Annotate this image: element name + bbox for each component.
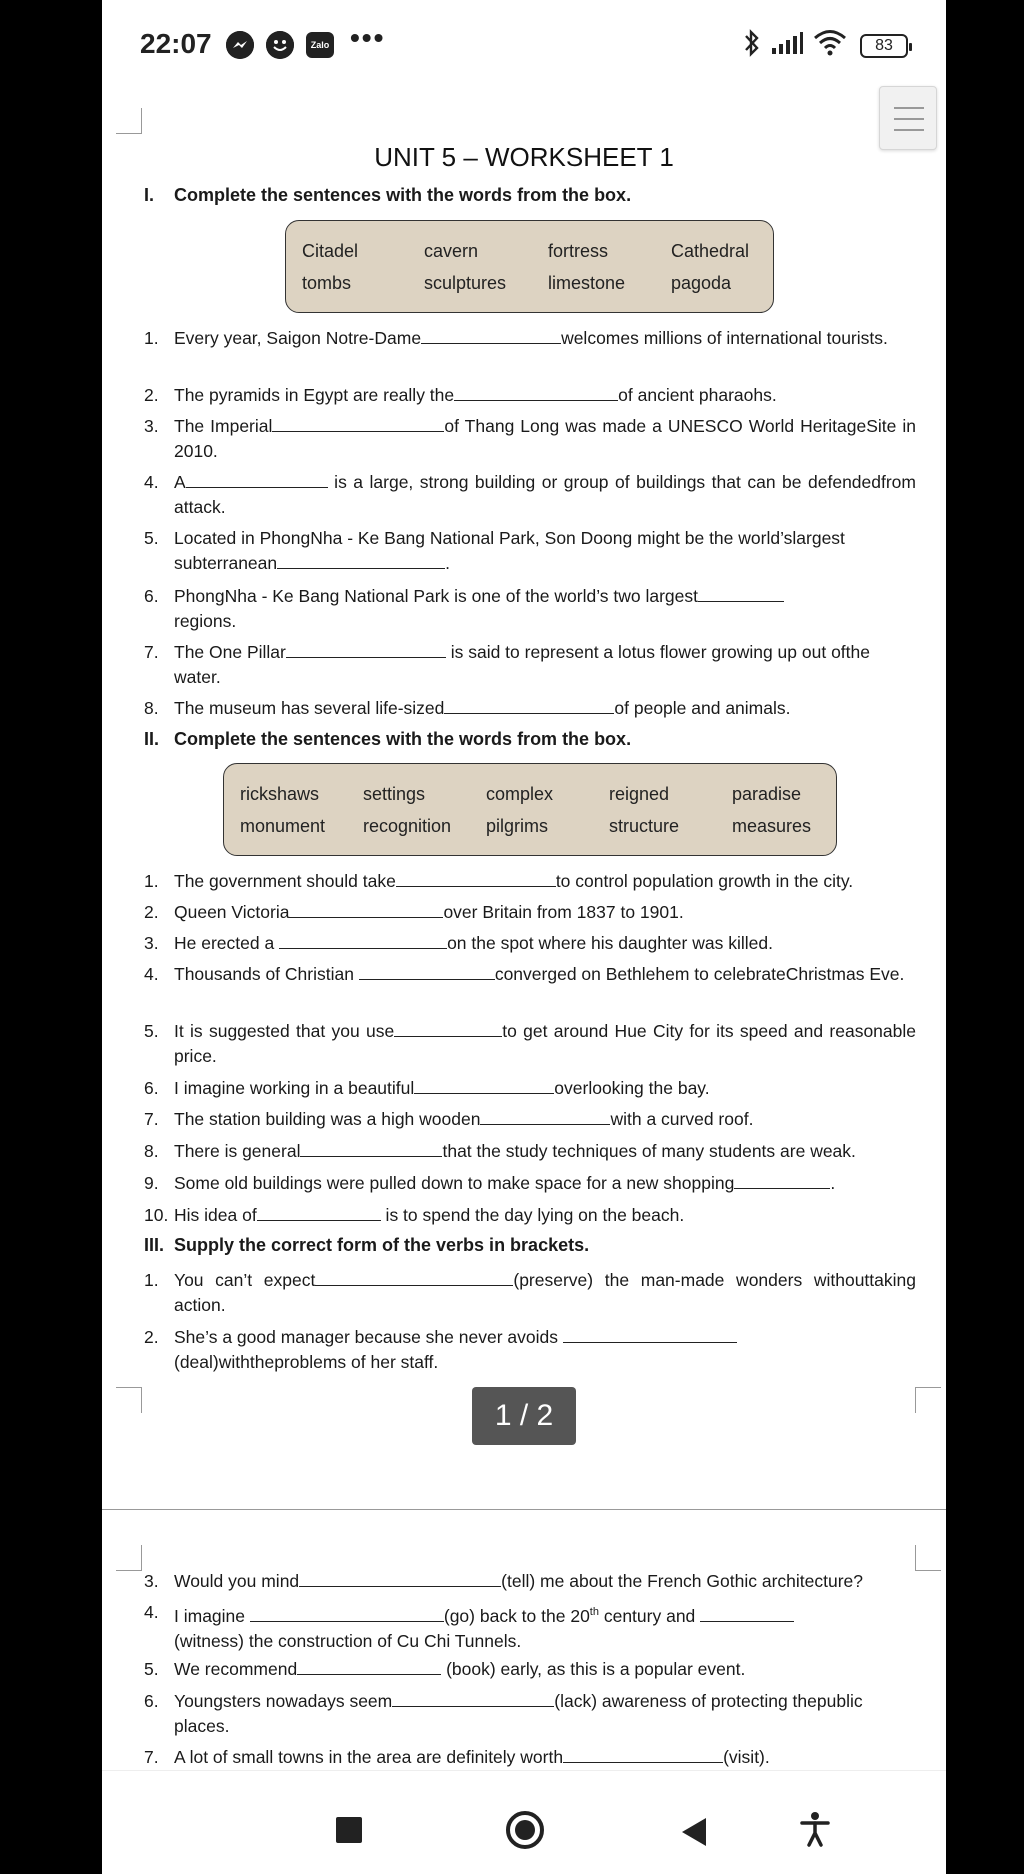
page-corner-mark <box>915 1545 941 1571</box>
word-box-word: complex <box>486 783 554 804</box>
exercise-item <box>144 696 916 721</box>
menu-icon-line <box>894 107 924 109</box>
word-box-word: reigned <box>609 783 670 804</box>
item-text: The museum has several life-sized <box>174 698 445 718</box>
section-1-heading <box>144 185 631 206</box>
answer-blank[interactable] <box>257 1203 381 1221</box>
word-box-word: sculptures <box>424 272 507 293</box>
item-text: is a large, strong building or group of buildings that can be defendedfrom attack. <box>174 472 916 517</box>
item-text: Youngsters nowadays seem <box>174 1691 393 1711</box>
answer-blank[interactable] <box>394 1019 502 1037</box>
section-heading-text: Complete the sentences with the words from the box. <box>174 185 632 205</box>
accessibility-icon[interactable] <box>800 1811 830 1847</box>
item-text: welcomes millions of international tourists. <box>561 328 888 348</box>
exercise-item <box>144 1600 916 1654</box>
answer-blank[interactable] <box>734 1171 830 1189</box>
item-text: of ancient pharaohs. <box>618 385 777 405</box>
item-number: 3. <box>144 416 159 436</box>
wifi-icon <box>812 28 848 63</box>
menu-button[interactable] <box>879 86 937 150</box>
menu-icon-line <box>894 129 924 131</box>
answer-blank[interactable] <box>414 1076 554 1094</box>
answer-blank[interactable] <box>279 931 447 949</box>
answer-blank[interactable] <box>698 584 784 602</box>
word-box-word: Cathedral <box>671 240 750 261</box>
word-box-word: monument <box>240 815 326 836</box>
answer-blank[interactable] <box>277 551 445 569</box>
word-box-word: Citadel <box>302 240 359 261</box>
more-dots-icon: ••• <box>350 22 386 53</box>
answer-blank[interactable] <box>480 1107 610 1125</box>
item-number: 4. <box>144 1602 159 1622</box>
bluetooth-icon <box>742 28 762 65</box>
exercise-item <box>144 326 916 351</box>
item-text: that the study techniques of many students are weak. <box>442 1141 856 1161</box>
exercise-item <box>144 1076 916 1101</box>
item-text: Located in PhongNha - Ke Bang National Park, Son Doong might be the world’slargest subterranean <box>174 528 845 573</box>
menu-icon-line <box>894 118 924 120</box>
back-triangle-icon[interactable] <box>682 1818 706 1846</box>
word-box-1 <box>285 220 774 313</box>
answer-blank[interactable] <box>563 1325 737 1343</box>
item-text: The One Pillar <box>174 642 286 662</box>
item-text: Queen Victoria <box>174 902 290 922</box>
item-text: is to spend the day lying on the beach. <box>380 1205 685 1225</box>
zalo-icon: Zalo <box>306 32 334 58</box>
item-text: The station building was a high wooden <box>174 1109 481 1129</box>
home-circle-icon[interactable] <box>506 1811 544 1849</box>
item-number: 8. <box>144 698 159 718</box>
word-box-2 <box>223 763 837 856</box>
item-number: 1. <box>144 328 159 348</box>
item-number: 4. <box>144 964 159 984</box>
exercise-item <box>144 470 916 520</box>
item-number: 7. <box>144 1747 159 1767</box>
item-number: 3. <box>144 1571 159 1591</box>
page-corner-mark <box>116 1387 142 1413</box>
section-heading-text: Supply the correct form of the verbs in brackets. <box>174 1235 590 1255</box>
worksheet-title: UNIT 5 – WORKSHEET 1 <box>374 142 674 172</box>
exercise-item <box>144 1745 916 1770</box>
answer-blank[interactable] <box>392 1689 554 1707</box>
word-box-word: cavern <box>424 240 479 261</box>
item-text: She’s a good manager because she never avoids <box>174 1327 563 1347</box>
item-number: 6. <box>144 586 159 606</box>
item-text: of Thang Long was made a UNESCO World HeritageSite in 2010. <box>174 416 916 461</box>
item-number: 5. <box>144 1021 159 1041</box>
item-number: 10. <box>144 1205 169 1225</box>
item-number: 1. <box>144 871 159 891</box>
exercise-item <box>144 900 916 925</box>
status-bar <box>102 0 946 90</box>
word-box-word: measures <box>732 815 812 836</box>
answer-blank[interactable] <box>250 1604 444 1622</box>
word-box-word: fortress <box>548 240 609 261</box>
item-number: 8. <box>144 1141 159 1161</box>
item-number: 2. <box>144 1327 159 1347</box>
section-3-heading <box>144 1235 589 1256</box>
answer-blank[interactable] <box>300 1139 442 1157</box>
item-text: (book) early, as this is a popular event. <box>441 1659 746 1679</box>
exercise-item <box>144 1019 916 1069</box>
item-text: Thousands of Christian <box>174 964 359 984</box>
page-corner-mark <box>116 1545 142 1571</box>
exercise-item <box>144 584 916 634</box>
item-number: 2. <box>144 385 159 405</box>
item-text: There is general <box>174 1141 301 1161</box>
exercise-item <box>144 1139 916 1164</box>
word-box-word: rickshaws <box>240 783 320 804</box>
item-number: 1. <box>144 1270 159 1290</box>
exercise-item <box>144 383 916 408</box>
signal-icon <box>770 30 804 61</box>
section-number: I. <box>144 185 155 205</box>
exercise-item <box>144 1657 916 1682</box>
battery-indicator: 83 <box>860 34 908 58</box>
item-number: 9. <box>144 1173 159 1193</box>
item-text: . <box>830 1173 836 1193</box>
item-text: You can’t expect <box>174 1270 316 1290</box>
word-box-word: pilgrims <box>486 815 549 836</box>
item-text: Some old buildings were pulled down to make space for a new shopping <box>174 1173 735 1193</box>
item-text: overlooking the bay. <box>554 1078 710 1098</box>
item-number: 5. <box>144 1659 159 1679</box>
item-text: A lot of small towns in the area are definitely worth <box>174 1747 564 1767</box>
item-number: 7. <box>144 642 159 662</box>
item-text: on the spot where his daughter was killed. <box>447 933 773 953</box>
smiley-icon <box>266 31 294 59</box>
answer-blank[interactable] <box>454 383 618 401</box>
exercise-item <box>144 1171 916 1196</box>
item-text: with a curved roof. <box>610 1109 754 1129</box>
item-text: (tell) me about the French Gothic architecture? <box>501 1571 864 1591</box>
item-text: (deal)withtheproblems of her staff. <box>174 1352 439 1372</box>
exercise-item <box>144 1689 916 1739</box>
answer-blank[interactable] <box>297 1657 441 1675</box>
exercise-item <box>144 414 916 464</box>
item-text: (preserve) the man-made wonders withouttaking action. <box>174 1270 916 1315</box>
item-text: I imagine <box>174 1605 250 1626</box>
item-text: (witness) the construction of Cu Chi Tunnels. <box>174 1630 522 1651</box>
item-text: (go) back to the 20 <box>443 1605 590 1626</box>
answer-blank[interactable] <box>396 869 556 887</box>
answer-blank[interactable] <box>444 696 614 714</box>
word-box-word: settings <box>363 783 426 804</box>
item-text: to control population growth in the city. <box>555 871 854 891</box>
item-text: I imagine working in a beautiful <box>174 1078 415 1098</box>
messenger-icon <box>226 31 254 59</box>
item-text: regions. <box>174 611 237 631</box>
exercise-item <box>144 962 916 987</box>
exercise-item <box>144 526 916 576</box>
item-text: A <box>174 472 186 492</box>
item-text: Would you mind <box>174 1571 300 1591</box>
item-text: Every year, Saigon Notre-Dame <box>174 328 422 348</box>
answer-blank[interactable] <box>421 326 561 344</box>
page-corner-mark <box>915 1387 941 1413</box>
item-text: The pyramids in Egypt are really the <box>174 385 455 405</box>
item-text: of people and animals. <box>614 698 791 718</box>
item-number: 4. <box>144 472 159 492</box>
word-box-word: pagoda <box>671 272 732 293</box>
word-box-word: recognition <box>363 815 452 836</box>
exercise-item <box>144 640 916 690</box>
page-corner-mark <box>116 108 142 134</box>
answer-blank[interactable] <box>289 900 443 918</box>
item-text: We recommend <box>174 1659 298 1679</box>
exercise-item <box>144 1107 916 1132</box>
navigation-bar <box>102 1770 946 1874</box>
page-indicator: 1 / 2 <box>472 1387 576 1445</box>
answer-blank[interactable] <box>315 1268 513 1286</box>
exercise-item <box>144 869 916 894</box>
item-text: The Imperial <box>174 416 273 436</box>
item-text: He erected a <box>174 933 280 953</box>
exercise-item <box>144 931 916 956</box>
item-number: 2. <box>144 902 159 922</box>
answer-blank[interactable] <box>563 1745 723 1763</box>
exercise-item <box>144 1203 916 1228</box>
item-text: converged on Bethlehem to celebrateChristmas Eve. <box>494 964 905 984</box>
exercise-item <box>144 1268 916 1318</box>
item-text: to get around Hue City for its speed and reasonable price. <box>174 1021 916 1066</box>
item-text: (lack) awareness of protecting thepublic places. <box>174 1691 863 1736</box>
answer-blank[interactable] <box>272 414 444 432</box>
item-text: over Britain from 1837 to 1901. <box>443 902 684 922</box>
answer-blank[interactable] <box>299 1569 501 1587</box>
superscript: th <box>589 1606 599 1618</box>
item-text: His idea of <box>174 1205 257 1225</box>
section-number: III. <box>144 1235 165 1255</box>
section-number: II. <box>144 729 160 749</box>
section-2-heading <box>144 729 631 750</box>
item-text: . <box>445 553 451 573</box>
item-text: The government should take <box>174 871 396 891</box>
word-box-word: limestone <box>548 272 626 293</box>
phone-screen <box>102 0 946 1874</box>
item-number: 6. <box>144 1691 159 1711</box>
item-number: 6. <box>144 1078 159 1098</box>
word-box-word: structure <box>609 815 680 836</box>
item-text: It is suggested that you use <box>174 1021 395 1041</box>
item-number: 3. <box>144 933 159 953</box>
item-number: 7. <box>144 1109 159 1129</box>
exercise-item <box>144 1325 916 1375</box>
answer-blank[interactable] <box>286 640 446 658</box>
status-time: 22:07 <box>140 28 212 59</box>
answer-blank[interactable] <box>700 1604 794 1622</box>
item-text: PhongNha - Ke Bang National Park is one of the world’s two largest <box>174 586 699 606</box>
word-box-word: paradise <box>732 783 802 804</box>
item-text: century and <box>598 1605 701 1626</box>
section-heading-text: Complete the sentences with the words from the box. <box>174 729 632 749</box>
item-number: 5. <box>144 528 159 548</box>
item-text: (visit). <box>723 1747 770 1767</box>
exercise-item <box>144 1569 916 1594</box>
recents-square-icon[interactable] <box>336 1817 362 1843</box>
word-box-word: tombs <box>302 272 352 293</box>
answer-blank[interactable] <box>186 470 328 488</box>
item-text: is said to represent a lotus flower growing up out ofthe water. <box>174 642 870 687</box>
page-divider <box>102 1509 946 1510</box>
answer-blank[interactable] <box>359 962 495 980</box>
